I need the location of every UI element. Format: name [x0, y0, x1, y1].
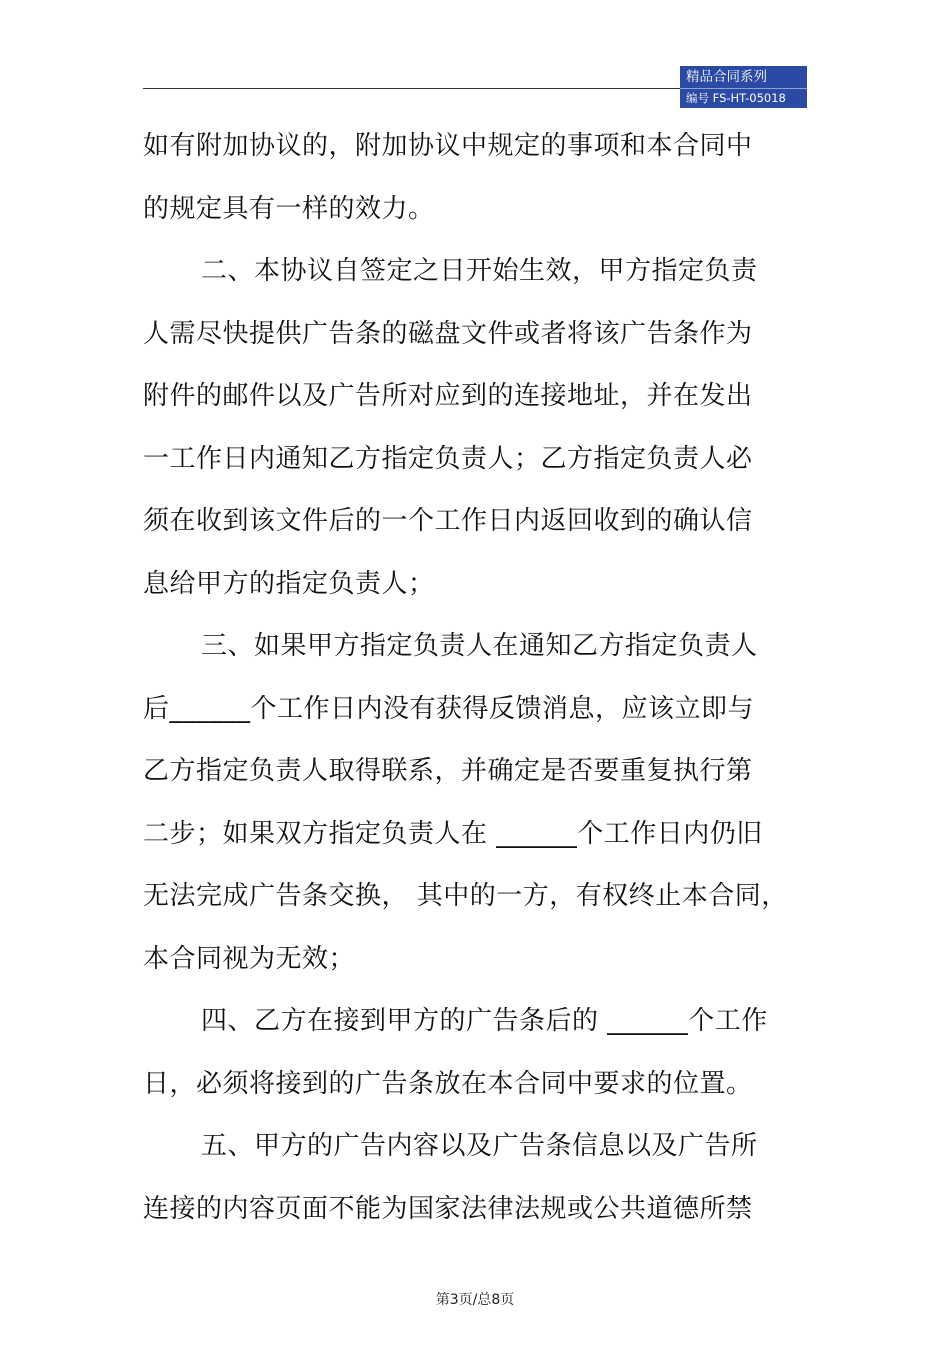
body-line: 本合同视为无效； [143, 943, 356, 974]
clause-two-start: 二、本协议自签定之日开始生效，甲方指定负责 [201, 256, 758, 286]
body-line: 连接的内容页面不能为国家法律法规或公共道德所禁 [143, 1193, 753, 1224]
clause-three-start: 三、如果甲方指定负责人在通知乙方指定负责人 [201, 631, 758, 661]
body-line: 如有附加协议的，附加协议中规定的事项和本合同中 [143, 131, 753, 161]
body-line: 乙方指定负责人取得联系，并确定是否要重复执行第 [143, 756, 753, 786]
body-line: 人需尽快提供广告条的磁盘文件或者将该广告条作为 [143, 318, 753, 349]
body-line: 的规定具有一样的效力。 [143, 193, 435, 224]
body-line: 后______个工作日内没有获得反馈消息，应该立即与 [143, 693, 755, 724]
body-line: 一工作日内通知乙方指定负责人；乙方指定负责人必 [143, 443, 753, 474]
contract-body [143, 115, 807, 1240]
series-badge [680, 66, 807, 108]
clause-five-start: 五、甲方的广告内容以及广告条信息以及广告所 [201, 1131, 758, 1161]
body-line: 须在收到该文件后的一个工作日内返回收到的确认信 [143, 506, 753, 536]
badge-code: 编号 FS-HT-05018 [686, 91, 786, 105]
body-line: 二步；如果双方指定负责人在 ______个工作日内仍旧 [143, 818, 763, 849]
page-indicator: 第3页/总8页 [435, 1292, 515, 1308]
badge-divider [680, 88, 807, 89]
badge-title: 精品合同系列 [686, 69, 767, 85]
body-line: 无法完成广告条交换， 其中的一方，有权终止本合同， [143, 881, 788, 911]
clause-four-start: 四、乙方在接到甲方的广告条后的 ______个工作 [201, 1006, 768, 1036]
body-line: 附件的邮件以及广告所对应到的连接地址，并在发出 [143, 381, 753, 411]
body-line: 息给甲方的指定负责人； [143, 568, 435, 599]
body-line: 日，必须将接到的广告条放在本合同中要求的位置。 [143, 1068, 753, 1099]
